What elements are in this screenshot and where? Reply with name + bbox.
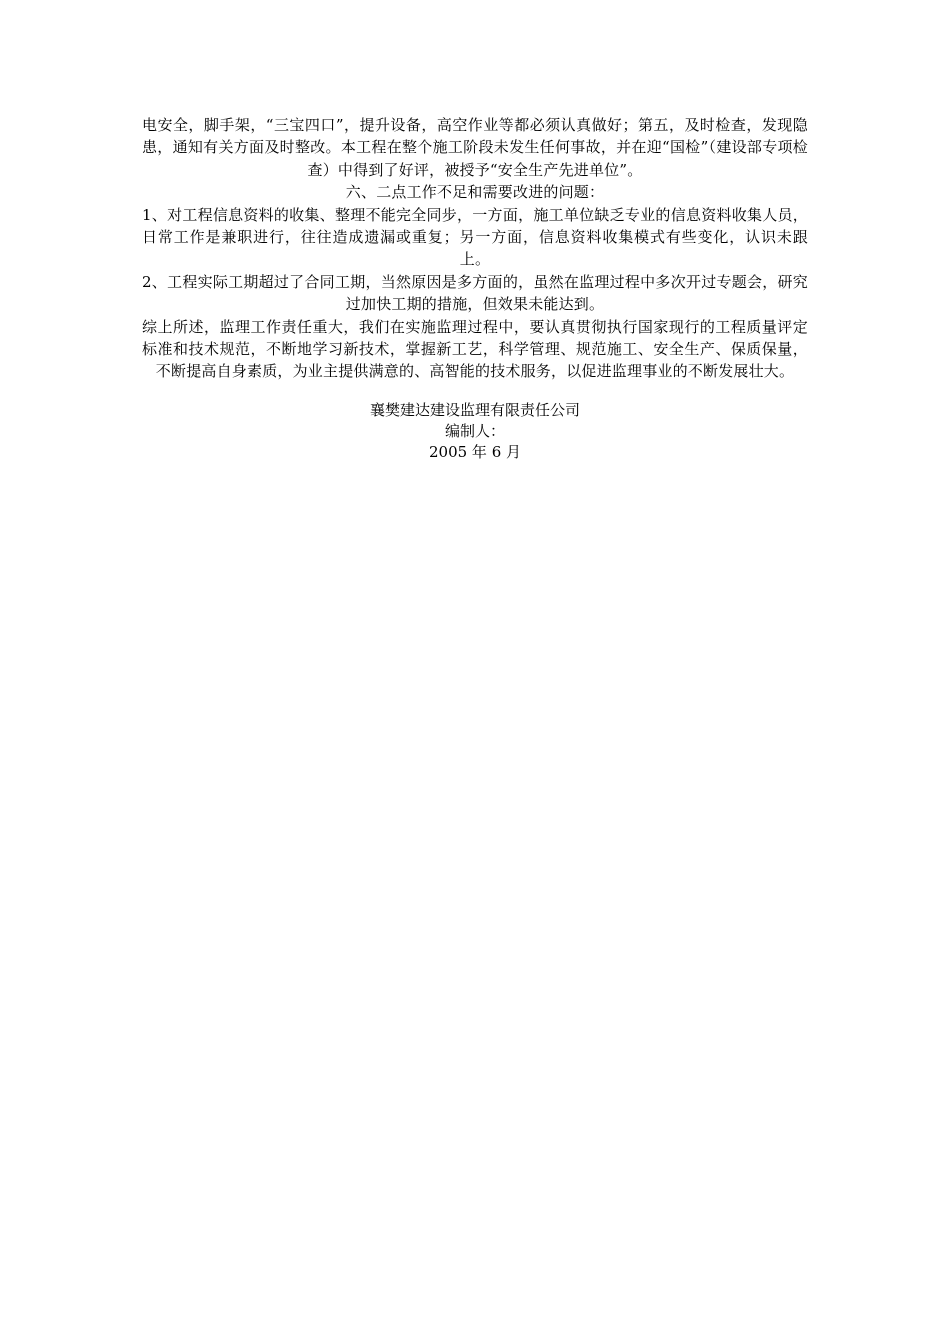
paragraph-summary: 综上所述，监理工作责任重大，我们在实施监理过程中，要认真贯彻执行国家现行的工程质量评定标准和技术规范，不断地学习新技术，掌握新工艺，科学管理、规范施工、安全生产、保质保量，不断提高自身素质，为业主提供满意的、高智能的技术服务，以促进监理事业的不断发展壮大。 <box>142 317 808 381</box>
section-heading-shortcomings: 六、二点工作不足和需要改进的问题： <box>345 183 605 202</box>
paragraph-item-2: 2、工程实际工期超过了合同工期，当然原因是多方面的，虽然在监理过程中多次开过专题会，研究过加快工期的措施，但效果未能达到。 <box>142 272 808 314</box>
paragraph-item-1: 1、对工程信息资料的收集、整理不能完全同步，一方面，施工单位缺乏专业的信息资料收集人员，日常工作是兼职进行，往往造成遗漏或重复；另一方面，信息资料收集模式有些变化，认识未跟上。 <box>142 205 808 269</box>
editor-label: 编制人： <box>444 422 505 440</box>
document-body <box>142 114 808 383</box>
document-date: 2005 年 6 月 <box>428 443 522 461</box>
paragraph-safety: 电安全，脚手架，“三宝四口”，提升设备，高空作业等都必须认真做好；第五，及时检查，发现隐患，通知有关方面及时整改。本工程在整个施工阶段未发生任何事故，并在迎“国检”（建设部专项检查）中得到了好评，被授予“安全生产先进单位”。 <box>142 116 808 179</box>
company-name: 襄樊建达建设监理有限责任公司 <box>369 401 580 419</box>
signature-block <box>142 400 808 463</box>
